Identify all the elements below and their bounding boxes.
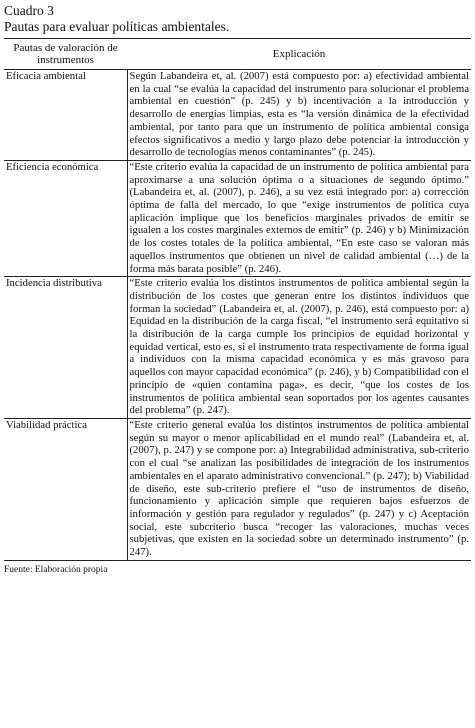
criterion-explanation: “Este criterio evalúa la capacidad de un instrumento de política ambiental para aproximarse a una solución óptima o a situaciones de segundo óptimo.” (Labandeira et, al. (2007), p. 246), a su vez está integrado por: a) corrección óptima de falla del mercado, lo que “exige instrumentos de política cuya aplicación implique que los beneficios marginales privados de emitir se igualen a los costes marginales externos de emitir” (p. 246) y b) Minimización de los costes totales de la política ambiental, “En este caso se valoran más aquellos instrumentos que obtienen un nivel de calidad ambiental (…) de la forma más barata posible” (p. 246).	[127, 160, 471, 276]
criterion-label: Incidencia distributiva	[4, 277, 127, 419]
table-row	[4, 277, 471, 419]
table-row	[4, 160, 471, 276]
table-header-row	[4, 39, 471, 70]
caption-title: Pautas para evaluar políticas ambientales.	[4, 19, 230, 34]
criterion-explanation: “Este criterio general evalúa los distintos instrumentos de política ambiental según su mayor o menor aplicabilidad en el mundo real” (Labandeira et, al. (2007), p. 247) y se compone por: a) Integrabilidad administrativa, sub-criterio con el cual “se analizan las posibilidades de integración de los instrumentos ambientales en el aparato administrativo convencional.” (p. 247); b) Viabilidad de diseño, este sub-criterio prefiere el “uso de instrumentos de diseño, funcionamiento y aplicación simple que requieren bajos esfuerzos de información y gestión para regulador y regulados” (p. 247) y c) Aceptación social, este subcriterio busca “recoger las valoraciones, muchas veces subjetivas, que existen en la sociedad sobre un determinado instrumento” (p. 247).	[127, 418, 471, 560]
criterion-explanation: “Este criterio evalúa los distintos instrumentos de política ambiental según la distribución de los costes que generan entre los distintos individuos que forman la sociedad” (Labandeira et, al. (2007), p. 246), está compuesto por: a) Equidad en la distribución de la carga fiscal, “el instrumento será equitativo si la distribución de la carga cumple los principios de equidad horizontal y equidad vertical, esto es, si el instrumento trata respectivamente de forma igual a individuos con la misma capacidad económica y es más gravoso para aquellos con mayor capacidad económica” (p. 246), y b) Compatibilidad con el principio de «quien contamina paga», es decir, “que los costes de los instrumentos de política ambiental sean soportados por los agentes causantes del problema” (p. 247).	[127, 277, 471, 419]
criterion-explanation: Según Labandeira et, al. (2007) está compuesto por: a) efectividad ambiental en la cual “se evalúa la capacidad del instrumento para solucionar el problema ambiental en cuestión” (p. 245) y b) incentivación a la introducción y desarrollo de energías limpias, esta es “la versión dinámica de la efectividad ambiental, por tanto para que un instrumento de política ambiental consiga efectos significativos a medio y largo plazo debe potenciar la introducción y desarrollo de tecnologías menos contaminantes” (p. 245).	[127, 70, 471, 161]
caption-number: Cuadro 3	[4, 3, 54, 18]
header-explanation: Explicación	[127, 39, 471, 70]
criterion-label: Eficacia ambiental	[4, 70, 127, 161]
source-note: Fuente: Elaboración propia	[4, 564, 108, 575]
criterion-label: Eficiencia económica	[4, 160, 127, 276]
evaluation-criteria-table	[4, 38, 471, 561]
table-row	[4, 70, 471, 161]
header-criteria: Pautas de valoración de instrumentos	[4, 39, 127, 70]
table-row	[4, 418, 471, 560]
document-page	[4, 3, 471, 576]
criterion-label: Viabilidad práctica	[4, 418, 127, 560]
